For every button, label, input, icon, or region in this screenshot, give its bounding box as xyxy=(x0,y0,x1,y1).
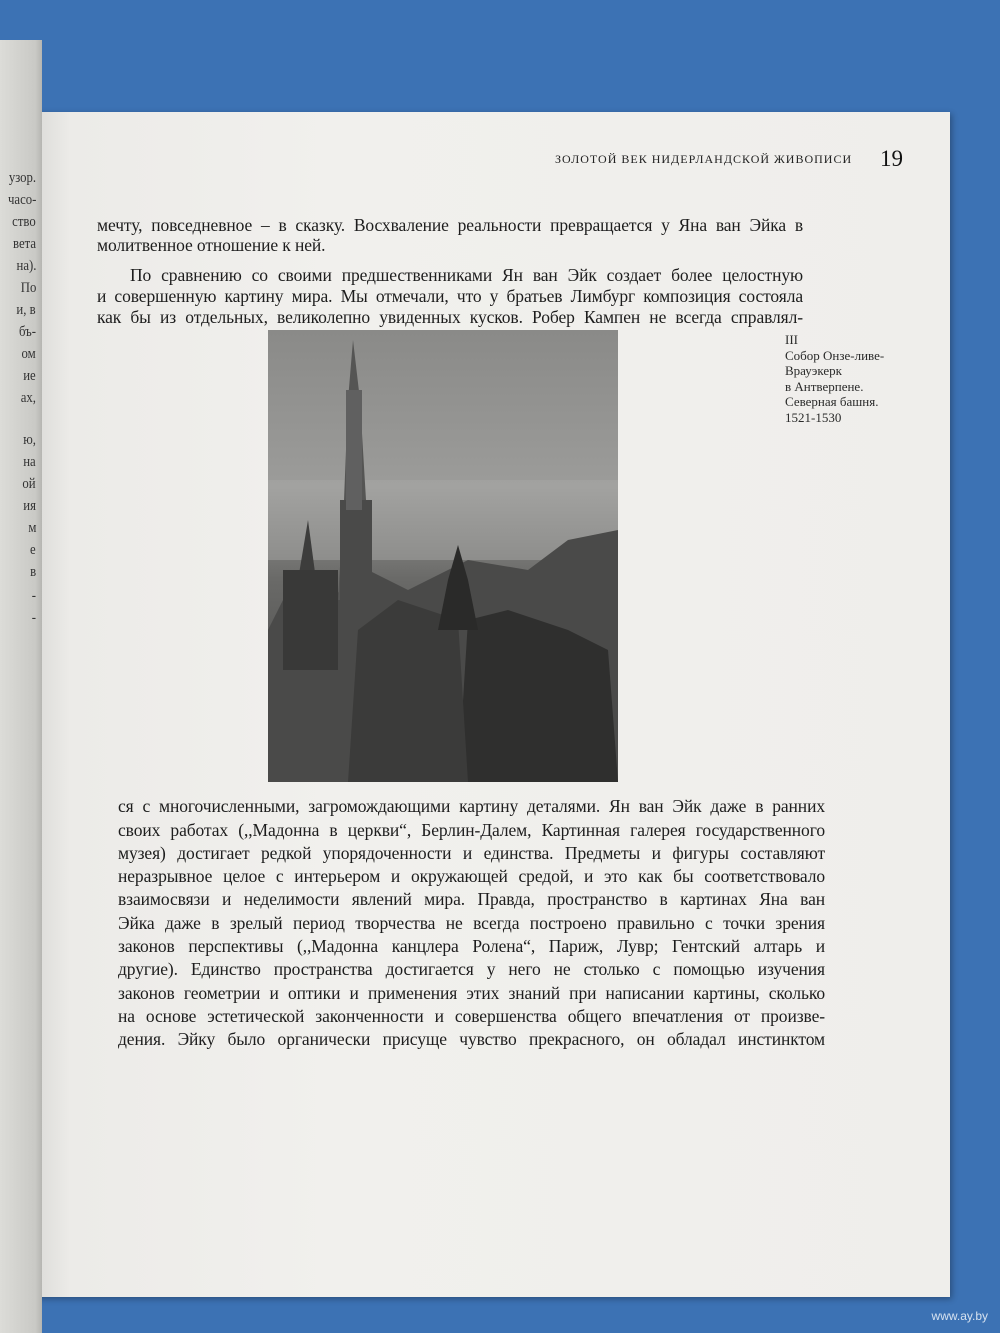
text-line: законов геометрии и оптики и применения этих знаний при написании картины, сколько xyxy=(118,983,825,1003)
facing-page-text-fragment: ой xyxy=(22,476,36,492)
text-line: законов перспективы (,,Мадонна канцлера Ролена“, Париж, Лувр; Гентский алтарь и xyxy=(118,936,825,956)
caption-line: Северная башня. xyxy=(785,394,879,409)
facing-page-text-fragment: ия xyxy=(23,498,36,514)
text-line: молитвенное отношение к ней. xyxy=(97,235,326,255)
caption-line: в Антверпене. xyxy=(785,378,864,394)
facing-page-text-fragment: в xyxy=(29,564,36,580)
caption-line: Собор Онзе-ливе- xyxy=(785,347,885,363)
facing-page-text-fragment: По xyxy=(20,280,36,296)
facing-page-text-fragment: м xyxy=(27,520,36,536)
text-line: взаимосвязи и неделимости явлений мира. Правда, пространство в картинах Яна ван xyxy=(118,889,825,909)
text-line: как бы из отдельных, великолепно увиденных кусков. Робер Кампен не всегда справлял- xyxy=(97,307,803,327)
facing-page-text-fragment: вета xyxy=(12,236,36,252)
facing-page-text-fragment: - xyxy=(31,610,36,626)
facing-page-text-fragment: на xyxy=(23,454,36,470)
facing-page-text-fragment: и, в xyxy=(16,302,36,318)
watermark: www.ay.by xyxy=(931,1309,988,1323)
facing-page-text-fragment: ах, xyxy=(20,390,36,406)
text-line: и совершенную картину мира. Мы отмечали, что у братьев Лимбург композиция состояла xyxy=(97,286,803,306)
page-number: 19 xyxy=(880,146,903,171)
facing-page-text-fragment: ие xyxy=(23,368,36,384)
facing-page-text-fragment: бъ- xyxy=(18,324,36,340)
text-line: ся с многочисленными, загромождающими картину деталями. Ян ван Эйк даже в ранних xyxy=(118,796,825,816)
text-line: Эйка даже в зрелый период творчества не всегда построено правильно с точки зрения xyxy=(118,913,825,933)
text-line: неразрывное целое с интерьером и окружающей средой, и это как бы соответствовало xyxy=(118,866,825,886)
text-line: другие). Единство пространства достигается у него не столько с помощью изучения xyxy=(118,959,825,979)
facing-page-text-fragment: е xyxy=(30,542,36,558)
facing-page xyxy=(0,40,42,1333)
facing-page-text-fragment: часо- xyxy=(7,192,36,208)
figure-number: III xyxy=(785,332,798,347)
text-line: мечту, повседневное – в сказку. Восхваление реальности превращается у Яна ван Эйка в xyxy=(97,215,803,235)
cathedral-photo xyxy=(268,330,618,782)
facing-page-text-fragment: ство xyxy=(12,214,36,230)
text-line: на основе эстетической законченности и совершенства общего впечатления от произве- xyxy=(118,1006,825,1026)
caption-line: 1521-1530 xyxy=(785,409,842,425)
caption-line: Врауэкерк xyxy=(785,363,842,378)
text-line: По сравнению со своими предшественниками Ян ван Эйк создает более целостную xyxy=(130,265,803,285)
facing-page-text-fragment: узор. xyxy=(8,170,36,186)
figure-caption xyxy=(785,332,884,425)
facing-page-text-fragment: ом xyxy=(21,346,36,362)
text-line: дения. Эйку было органически присуще чувство прекрасного, он обладал инстинктом xyxy=(118,1029,825,1049)
text-line: музея) достигает редкой упорядоченности и единства. Предметы и фигуры составляют xyxy=(118,843,825,863)
running-title: ЗОЛОТОЙ ВЕК НИДЕРЛАНДСКОЙ ЖИВОПИСИ xyxy=(555,152,853,166)
facing-page-text-fragment: - xyxy=(31,588,36,604)
facing-page-text-fragment: на). xyxy=(16,258,36,274)
text-line: своих работах (,,Мадонна в церкви“, Берлин-Далем, Картинная галерея государственного xyxy=(118,820,825,840)
facing-page-text-fragment: ю, xyxy=(23,432,36,448)
